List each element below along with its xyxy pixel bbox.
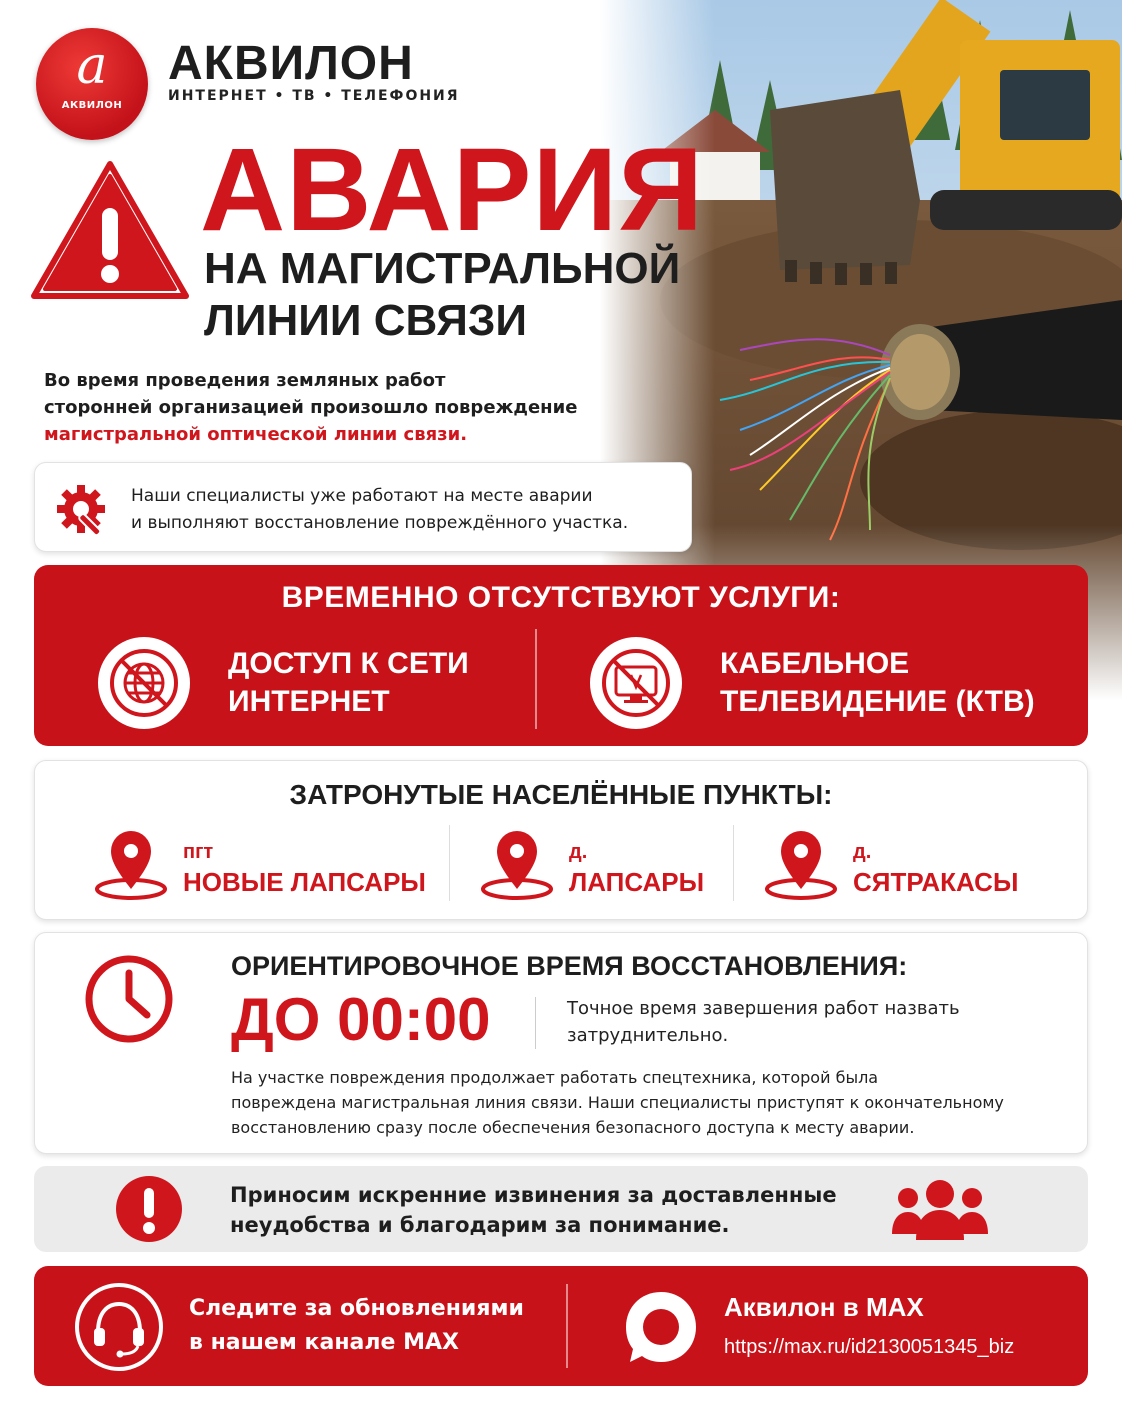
exclamation-icon [114,1174,184,1244]
location-pin-icon [479,823,555,901]
restore-body-line2: повреждена магистральная линия связи. Наши специалисты приступят к окончательному [231,1093,1004,1112]
headline-line2: ЛИНИИ СВЯЗИ [204,296,528,345]
service-internet-line1: ДОСТУП К СЕТИ [228,647,469,680]
place-1-name: НОВЫЕ ЛАПСАРЫ [183,867,426,897]
restore-time-card [34,932,1088,1154]
apology-line2: неудобства и благодарим за понимание. [230,1213,730,1237]
affected-places-card [34,760,1088,920]
follow-text [189,1292,524,1360]
intro-line2: сторонней организацией произошло повреждение [44,397,578,418]
service-internet-label [228,645,469,721]
service-tv-line2: ТЕЛЕВИДЕНИЕ (КТВ) [720,685,1035,718]
restore-body [231,1065,1071,1140]
warning-triangle-icon [30,158,190,302]
service-tv-label [720,645,1035,721]
follow-line2: в нашем канале MAX [189,1330,459,1355]
notice-line2: и выполняют восстановление повреждённого участка. [131,513,629,533]
place-2-prefix: д. [569,841,588,863]
brand-logo [36,28,148,140]
place-3-prefix: д. [853,841,872,863]
restore-body-line1: На участке повреждения продолжает работать спецтехника, которой была [231,1068,879,1087]
intro-text [44,367,644,448]
no-tv-icon [590,637,682,729]
place-1-prefix: пгт [183,841,214,863]
location-pin-icon [93,823,169,901]
services-title: ВРЕМЕННО ОТСУТСТВУЮТ УСЛУГИ: [281,581,841,614]
clock-icon [83,953,175,1045]
footer-band [34,1266,1088,1386]
restore-body-line3: восстановлению сразу после обеспечения безопасного доступа к месту аварии. [231,1118,915,1137]
notice-card [34,462,692,552]
places-title: ЗАТРОНУТЫЕ НАСЕЛЁННЫЕ ПУНКТЫ: [289,779,833,810]
apology-line1: Приносим искренние извинения за доставленные [230,1183,837,1207]
follow-line1: Следите за обновлениями [189,1296,524,1321]
places-divider [449,825,450,901]
notice-text [131,483,628,537]
no-internet-icon [98,637,190,729]
restore-exact-note [567,995,1037,1049]
people-group-icon [890,1178,990,1240]
headline-main: АВАРИЯ [200,124,705,256]
channel-name: Аквилон в MAX [724,1292,924,1322]
services-panel [34,565,1088,746]
max-messenger-icon[interactable] [620,1286,702,1368]
channel-url-link[interactable]: https://max.ru/id2130051345_biz [724,1336,1015,1358]
restore-title: ОРИЕНТИРОВОЧНОЕ ВРЕМЯ ВОССТАНОВЛЕНИЯ: [231,951,908,981]
restore-divider [535,997,536,1049]
location-pin-icon [763,823,839,901]
footer-divider [566,1284,568,1368]
apology-text [230,1180,837,1240]
headset-icon [74,1282,164,1372]
restore-time: ДО 00:00 [231,986,491,1053]
intro-highlight: магистральной оптической линии связи. [44,424,468,445]
notice-line1: Наши специалисты уже работают на месте аварии [131,486,593,506]
headline-line1: НА МАГИСТРАЛЬНОЙ [204,244,681,293]
repair-gear-icon [53,479,113,539]
logo-label: АКВИЛОН [61,100,123,111]
places-divider [733,825,734,901]
place-2-name: ЛАПСАРЫ [569,867,705,897]
logo-glyph: a [76,36,108,96]
intro-line1: Во время проведения земляных работ [44,370,446,391]
service-internet-line2: ИНТЕРНЕТ [228,685,390,718]
services-divider [535,629,537,729]
place-3-name: СЯТРАКАСЫ [853,867,1019,897]
brand-name: АКВИЛОН [168,37,414,90]
restore-exact-line2: затруднительно. [567,1025,729,1046]
apology-banner [34,1166,1088,1252]
brand-tagline: ИНТЕРНЕТ • ТВ • ТЕЛЕФОНИЯ [168,88,460,104]
restore-exact-line1: Точное время завершения работ назвать [567,998,960,1019]
service-tv-line1: КАБЕЛЬНОЕ [720,647,910,680]
